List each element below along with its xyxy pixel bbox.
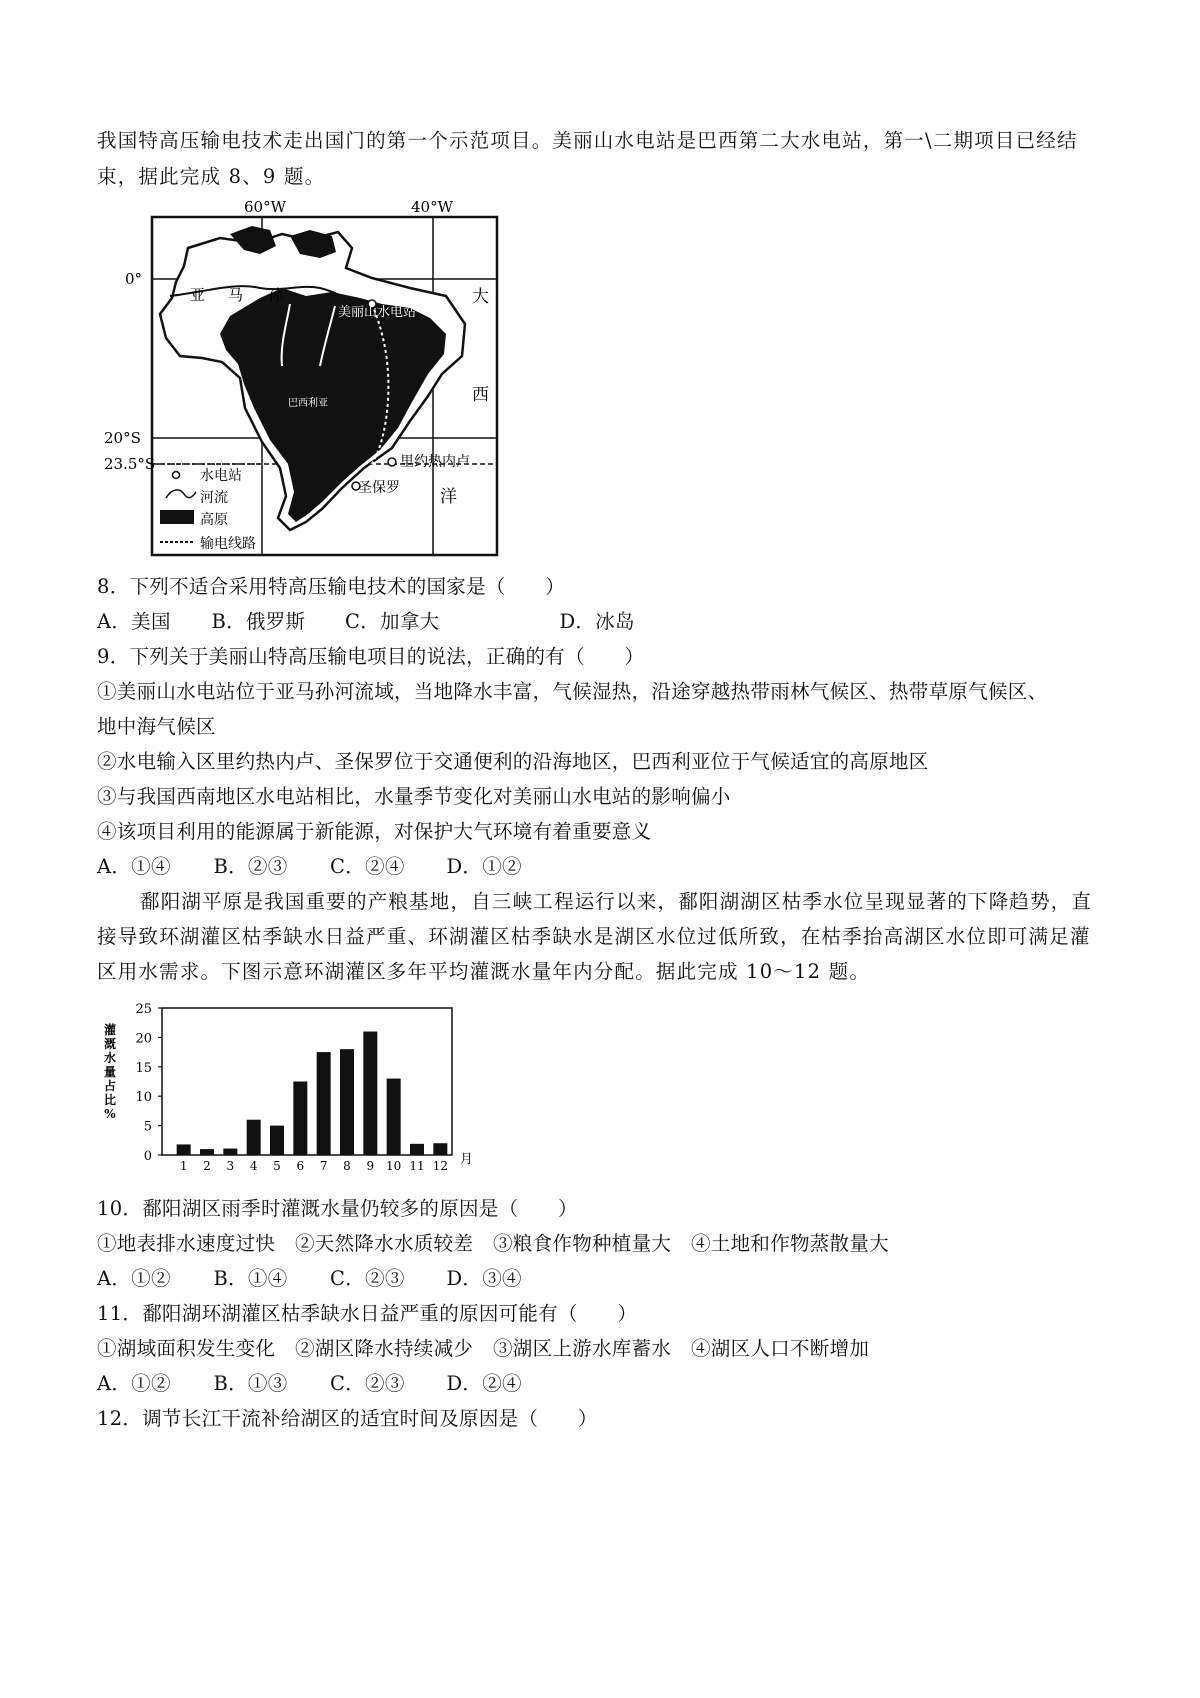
q8-stem: 8．下列不适合采用特高压输电技术的国家是（ ） (97, 575, 566, 598)
q9-statement-2: ②水电输入区里约热内卢、圣保罗位于交通便利的沿海地区，巴西利亚位于气候适宜的高原地区 (97, 750, 929, 773)
legend-highland: 高原 (200, 512, 228, 528)
y-tick-label: 0 (143, 1149, 152, 1164)
q9-statement-1b: 地中海气候区 (97, 715, 216, 738)
q12-stem: 12．调节长江干流补给湖区的适宜时间及原因是（ ） (97, 1407, 598, 1430)
y-axis-label-char: 量 (103, 1065, 117, 1079)
x-axis-label: 月 (460, 1152, 474, 1167)
q10-option-d[interactable]: D．③④ (446, 1267, 522, 1290)
q10-option-a[interactable]: A．①② (97, 1267, 171, 1290)
q10-choices: ①地表排水速度过快 ②天然降水水质较差 ③粮食作物种植量大 ④土地和作物蒸散量大 (97, 1232, 890, 1255)
bar-month-11 (410, 1144, 424, 1155)
q11-stem: 11．鄱阳湖环湖灌区枯季缺水日益严重的原因可能有（ ） (97, 1302, 638, 1325)
q11-options (97, 1371, 522, 1397)
irrigation-bar-chart (100, 1000, 480, 1175)
x-tick-label: 9 (366, 1159, 375, 1173)
bar-month-12 (433, 1143, 447, 1155)
x-tick-label: 1 (179, 1159, 188, 1173)
lon-label-40w: 40°W (411, 198, 454, 216)
y-tick-label: 10 (135, 1090, 152, 1106)
bar-month-8 (340, 1049, 354, 1155)
label-rio: 里约热内卢 (400, 454, 470, 470)
q8-option-c[interactable]: C．加拿大 (345, 610, 440, 633)
y-tick-label: 20 (135, 1031, 152, 1047)
bar-month-4 (247, 1120, 261, 1155)
x-tick-label: 3 (226, 1159, 235, 1173)
y-axis-label-char: 水 (103, 1051, 117, 1065)
q9-statement-3: ③与我国西南地区水电站相比，水量季节变化对美丽山水电站的影响偏小 (97, 785, 731, 808)
label-capital: 巴西利亚 (288, 398, 328, 409)
y-tick-label: 25 (135, 1002, 152, 1017)
label-amazon-3: 孙 (268, 286, 284, 304)
q8-option-a[interactable]: A．美国 (97, 610, 171, 633)
legend-highland-icon (160, 510, 194, 524)
q9-options (97, 854, 522, 880)
q10-options (97, 1266, 522, 1292)
q10-option-c[interactable]: C．②③ (330, 1267, 405, 1290)
label-ocean-3: 洋 (440, 487, 457, 507)
brazil-map-figure (104, 196, 510, 566)
x-tick-label: 6 (296, 1159, 305, 1173)
y-axis-label-char: 比 (103, 1093, 117, 1107)
q9-option-d[interactable]: D．①② (446, 855, 522, 878)
x-tick-label: 11 (409, 1159, 425, 1173)
lat-label-23-5s: 23.5°S (104, 455, 156, 473)
q9-statement-1a: ①美丽山水电站位于亚马孙河流域，当地降水丰富，气候湿热，沿途穿越热带雨林气候区、热带草原气候区、 (97, 680, 1048, 703)
q11-option-a[interactable]: A．①② (97, 1372, 171, 1395)
y-tick-label: 5 (143, 1119, 152, 1135)
q9-option-b[interactable]: B．②③ (213, 855, 288, 878)
bar-month-1 (177, 1144, 191, 1155)
q9-statement-4: ④该项目利用的能源属于新能源，对保护大气环境有着重要意义 (97, 820, 652, 843)
q9-option-c[interactable]: C．②④ (330, 855, 405, 878)
q9-stem: 9．下列关于美丽山特高压输电项目的说法，正确的有（ ） (97, 645, 645, 668)
bar-month-7 (317, 1052, 331, 1155)
legend-line: 输电线路 (200, 536, 256, 552)
q11-option-d[interactable]: D．②④ (446, 1372, 522, 1395)
rio-marker (388, 458, 396, 466)
x-tick-label: 7 (319, 1159, 328, 1173)
q11-option-b[interactable]: B．①③ (213, 1372, 288, 1395)
label-amazon-1: 亚 (190, 286, 206, 304)
bar-month-3 (223, 1149, 237, 1155)
y-axis-label-char: % (104, 1107, 116, 1121)
label-saopaulo: 圣保罗 (358, 480, 400, 496)
x-tick-label: 10 (386, 1159, 402, 1173)
bar-month-5 (270, 1126, 284, 1155)
intro-line-1: 我国特高压输电技术走出国门的第一个示范项目。美丽山水电站是巴西第二大水电站，第一\二期项目已经结 (97, 129, 1078, 152)
passage2-line-2: 接导致环湖灌区枯季缺水日益严重、环湖灌区枯季缺水是湖区水位过低所致，在枯季抬高湖区水位即可满足灌 (97, 925, 1091, 948)
q8-options (97, 609, 635, 635)
lat-label-0: 0° (125, 270, 143, 288)
lon-label-60w: 60°W (244, 198, 287, 216)
passage2-line-1: 鄱阳湖平原是我国重要的产粮基地，自三峡工程运行以来，鄱阳湖湖区枯季水位呈现显著的下降趋势，直 (140, 890, 1093, 913)
label-amazon-2: 马 (228, 286, 244, 304)
chart-ylabel (104, 1022, 116, 1121)
legend-river: 河流 (200, 490, 228, 506)
passage2-line-3: 区用水需求。下图示意环湖灌区多年平均灌溉水量年内分配。据此完成 10～12 题。 (97, 960, 871, 983)
bar-month-2 (200, 1149, 214, 1155)
y-axis-label-char: 占 (103, 1079, 117, 1093)
x-tick-label: 2 (203, 1159, 211, 1173)
label-ocean-2: 西 (472, 385, 489, 405)
q10-stem: 10．鄱阳湖区雨季时灌溉水量仍较多的原因是（ ） (97, 1197, 578, 1220)
y-axis-label-char: 溉 (103, 1037, 117, 1051)
y-tick-label: 15 (135, 1060, 152, 1076)
q11-option-c[interactable]: C．②③ (330, 1372, 405, 1395)
intro-line-2: 束，据此完成 8、9 题。 (97, 165, 326, 188)
legend-station: 水电站 (200, 468, 242, 484)
bar-month-6 (293, 1082, 307, 1156)
bar-month-10 (387, 1079, 401, 1155)
bar-month-9 (363, 1032, 377, 1155)
q10-option-b[interactable]: B．①④ (213, 1267, 288, 1290)
x-tick-label: 4 (249, 1159, 258, 1173)
x-tick-label: 12 (432, 1159, 448, 1173)
q8-option-b[interactable]: B．俄罗斯 (211, 610, 306, 633)
x-tick-label: 8 (343, 1159, 351, 1173)
q9-option-a[interactable]: A．①④ (97, 855, 171, 878)
q11-choices: ①湖域面积发生变化 ②湖区降水持续减少 ③湖区上游水库蓄水 ④湖区人口不断增加 (97, 1337, 870, 1360)
label-station: 美丽山水电站 (338, 305, 417, 320)
legend-station-icon (173, 472, 180, 479)
lat-label-20s: 20°S (104, 429, 141, 447)
q8-option-d[interactable]: D．冰岛 (559, 610, 635, 633)
x-tick-label: 5 (273, 1159, 281, 1173)
label-ocean-1: 大 (472, 287, 489, 307)
y-axis-label-char: 灌 (103, 1023, 117, 1037)
